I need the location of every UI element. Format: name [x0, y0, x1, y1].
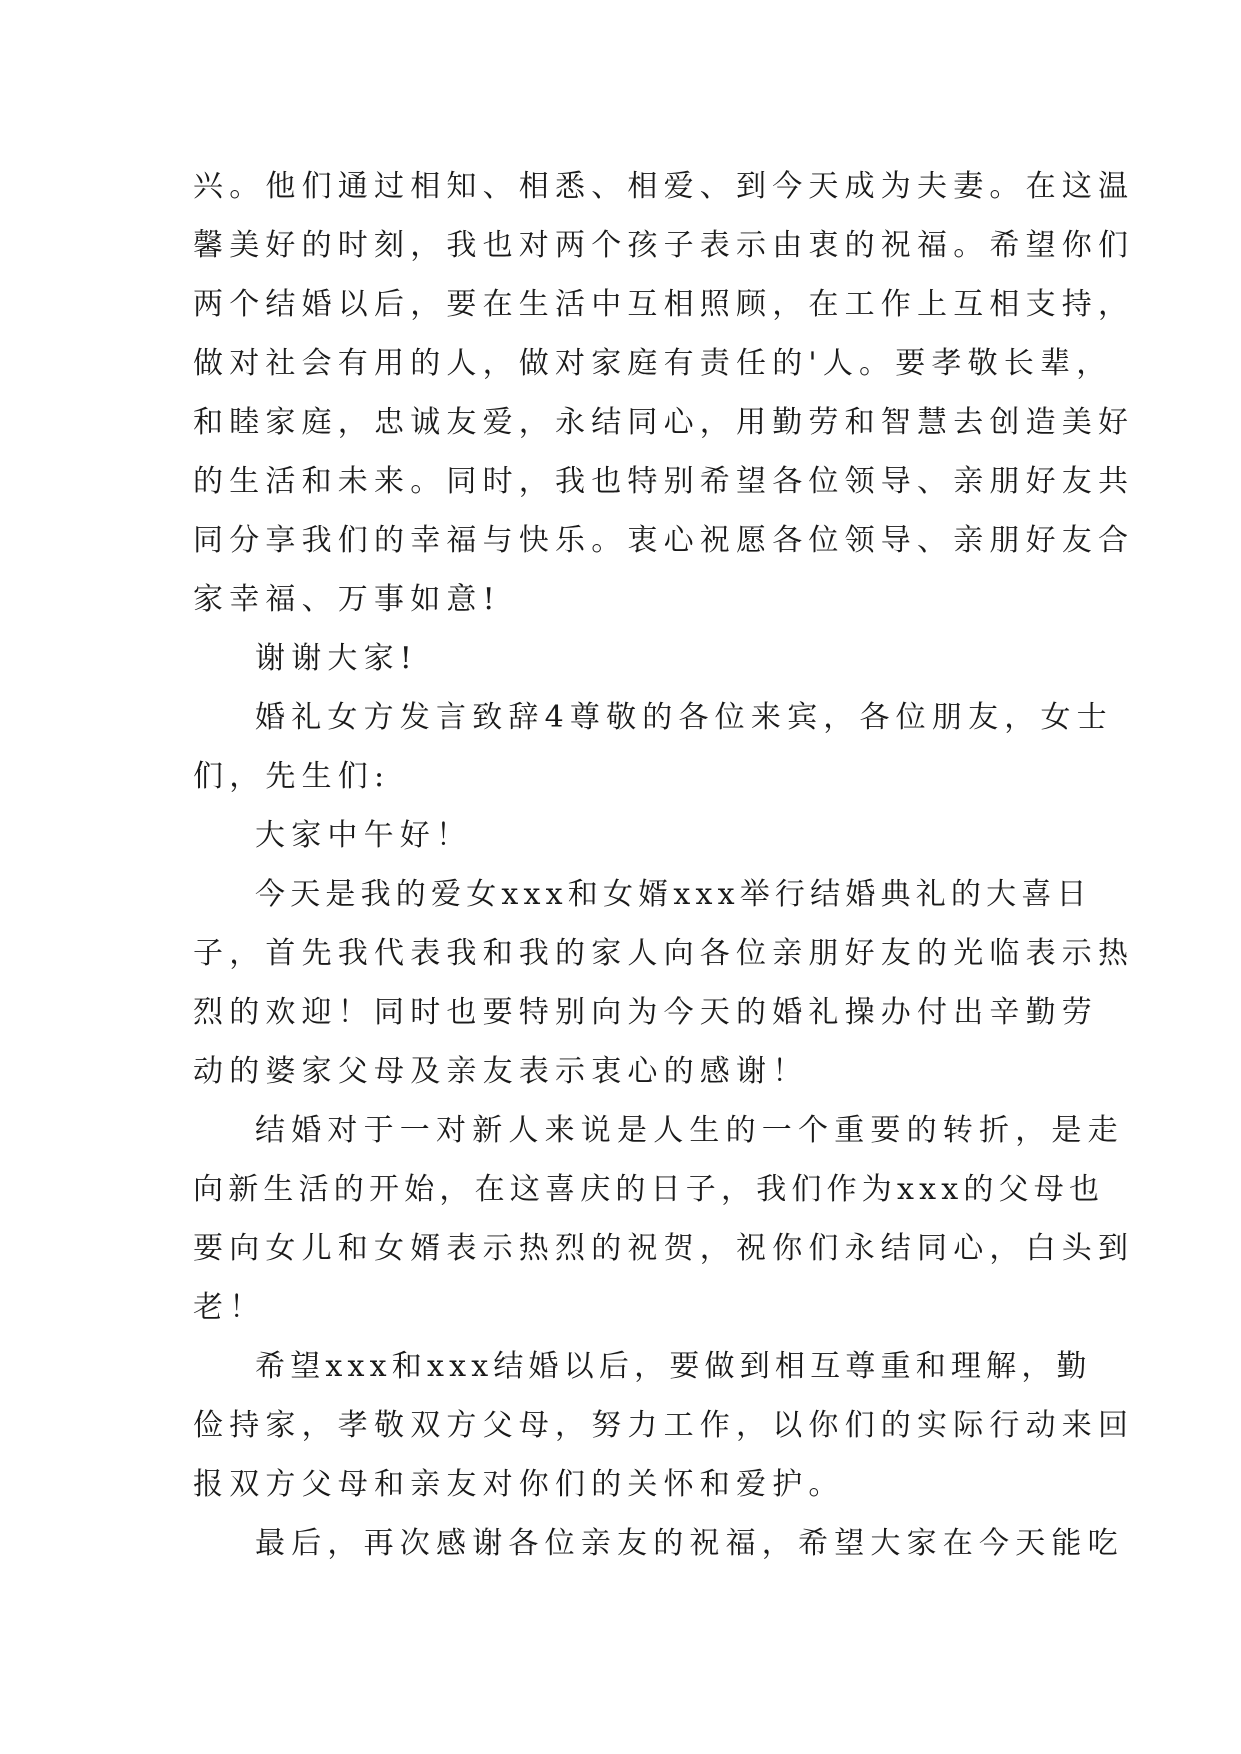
text-line: 老！ [193, 1290, 266, 1325]
text-line: 同分享我们的幸福与快乐。衷心祝愿各位领导、亲朋好友合 [193, 523, 1135, 558]
text-line: 俭持家，孝敬双方父母，努力工作，以你们的实际行动来回 [193, 1408, 1135, 1443]
paragraph-first-line: 大家中午好！ [255, 818, 473, 853]
text-line: 报双方父母和亲友对你们的关怀和爱护。 [193, 1467, 845, 1502]
text-line: 的生活和未来。同时，我也特别希望各位领导、亲朋好友共 [193, 464, 1135, 499]
text-line: 两个结婚以后，要在生活中互相照顾，在工作上互相支持， [193, 287, 1135, 322]
text-line: 动的婆家父母及亲友表示衷心的感谢！ [193, 1054, 809, 1089]
text-line: 烈的欢迎！同时也要特别向为今天的婚礼操办付出辛勤劳 [193, 995, 1098, 1030]
text-line: 兴。他们通过相知、相悉、相爱、到今天成为夫妻。在这温 [193, 169, 1135, 204]
paragraph-first-line: 今天是我的爱女xxx和女婿xxx举行结婚典礼的大喜日 [255, 877, 1092, 912]
text-line: 做对社会有用的人，做对家庭有责任的'人。要孝敬长辈， [193, 346, 1113, 381]
paragraph-first-line: 最后，再次感谢各位亲友的祝福，希望大家在今天能吃 [255, 1526, 1124, 1561]
text-line: 家幸福、万事如意! [193, 582, 501, 617]
paragraph-first-line: 希望xxx和xxx结婚以后，要做到相互尊重和理解，勤 [255, 1349, 1092, 1384]
text-line: 们，先生们: [193, 759, 391, 794]
text-line: 馨美好的时刻，我也对两个孩子表示由衷的祝福。希望你们 [193, 228, 1135, 263]
paragraph-first-line: 谢谢大家! [255, 641, 419, 676]
paragraph-first-line: 结婚对于一对新人来说是人生的一个重要的转折，是走 [255, 1113, 1124, 1148]
text-line: 要向女儿和女婿表示热烈的祝贺，祝你们永结同心，白头到 [193, 1231, 1135, 1266]
document-body [193, 157, 1135, 1573]
text-line: 子，首先我代表我和我的家人向各位亲朋好友的光临表示热 [193, 936, 1135, 971]
paragraph-first-line: 婚礼女方发言致辞4尊敬的各位来宾，各位朋友，女士 [255, 700, 1113, 735]
text-line: 向新生活的开始，在这喜庆的日子，我们作为xxx的父母也 [193, 1172, 1105, 1207]
text-line: 和睦家庭，忠诚友爱，永结同心，用勤劳和智慧去创造美好 [193, 405, 1135, 440]
